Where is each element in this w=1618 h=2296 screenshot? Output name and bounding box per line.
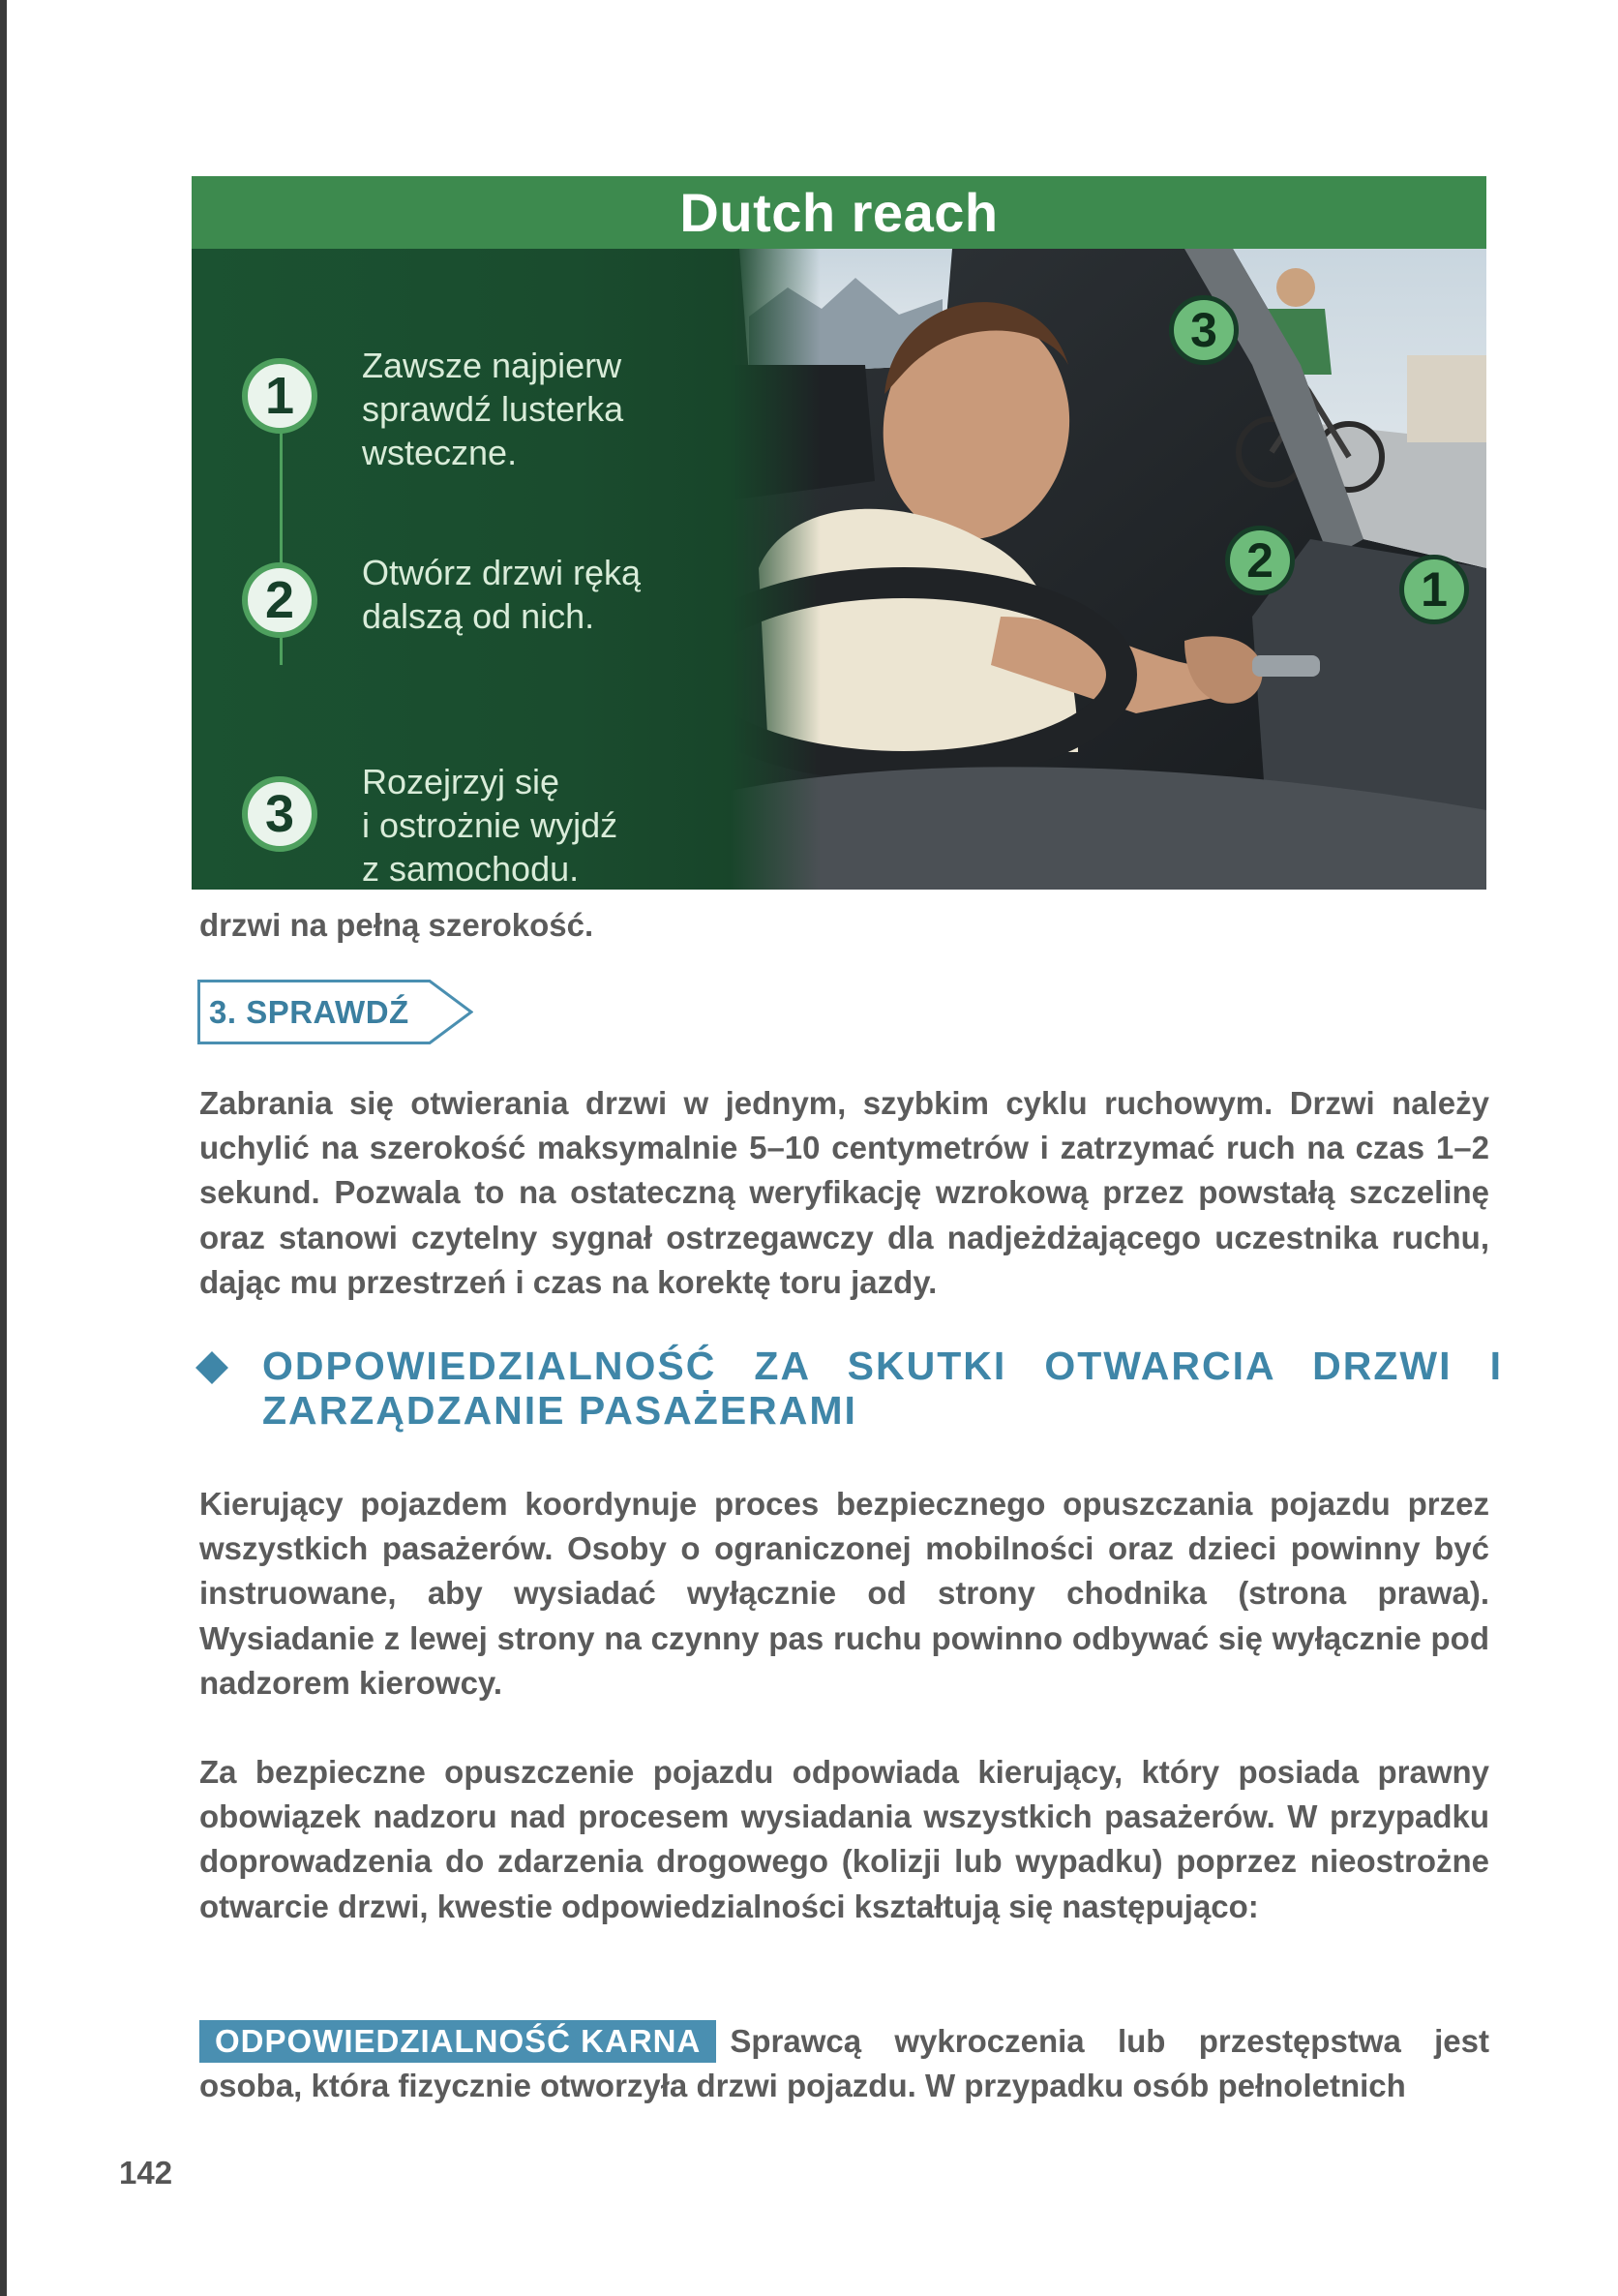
dutch-reach-figure xyxy=(192,176,1486,890)
viewer-left-edge xyxy=(0,0,7,2296)
karna-tag: ODPOWIEDZIALNOŚĆ KARNA xyxy=(199,2020,716,2063)
page-number: 142 xyxy=(119,2155,173,2190)
photo-marker-3: 3 xyxy=(1169,295,1239,365)
photo-marker-2: 2 xyxy=(1225,526,1295,595)
step-number-2: 2 xyxy=(242,562,317,638)
callout-sprawdz xyxy=(197,980,473,1044)
paragraph-3: Za bezpieczne opuszczenie pojazdu odpowiada kierujący, który posiada prawny obowiązek nadzoru nad procesem wysiadania wszystkich pasażerów. W przypadku doprowadzenia do zdarzenia drogowego (kolizji lub wypadku) poprzez nieostrożne otwarcie drzwi, kwestie odpowiedzialności kształtują się następująco: xyxy=(199,1754,1489,1924)
document-page xyxy=(7,0,1618,2296)
step-number-3: 3 xyxy=(242,776,317,852)
paragraph-4-text: Sprawcą wykroczenia lub przestępstwa jest osoba, która fizycznie otworzyła drzwi pojazdu. W przypadku osób pełnoletnich xyxy=(199,2023,1489,2104)
step-number-1: 1 xyxy=(242,358,317,434)
driver-photo xyxy=(730,249,1486,890)
driver-illustration xyxy=(730,249,1486,890)
step-text-1: Zawsze najpierw sprawdź lusterka wsteczne. xyxy=(362,346,624,472)
paragraph-1: Zabrania się otwierania drzwi w jednym, szybkim cyklu ruchowym. Drzwi należy uchylić na szerokość maksymalnie 5–10 centymetrów i zatrzymać ruch na czas 1–2 sekund. Pozwala to na ostateczną weryfikację wzrokową przez powstałą szczelinę oraz stanowi czytelny sygnał ostrzegawczy dla nadjeżdżającego uczestnika ruchu, dając mu przestrzeń i czas na korektę toru jazdy. xyxy=(199,1085,1489,1300)
steps-panel xyxy=(192,249,734,890)
step-text-2: Otwórz drzwi ręką dalszą od nich. xyxy=(362,553,642,636)
section-heading: ODPOWIEDZIALNOŚĆ ZA SKUTKI OTWARCIA DRZWI I ZARZĄDZANIE PASAŻERAMI xyxy=(262,1344,1503,1433)
callout-label: 3. SPRAWDŹ xyxy=(209,994,409,1030)
figure-title: Dutch reach xyxy=(679,182,999,243)
paragraph-2: Kierujący pojazdem koordynuje proces bezpiecznego opuszczania pojazdu przez wszystkich pasażerów. Osoby o ograniczonej mobilności oraz dzieci powinny być instruowane, aby wysiadać wyłącznie od strony chodnika (strona prawa). Wysiadanie z lewej strony na czynny pas ruchu powinno odbywać się wyłącznie pod nadzorem kierowcy. xyxy=(199,1486,1489,1701)
caption-tail: drzwi na pełną szerokość. xyxy=(199,907,594,943)
photo-marker-1: 1 xyxy=(1399,555,1469,624)
section-diamond-icon xyxy=(195,1351,228,1384)
paragraph-4 xyxy=(199,2019,1489,2108)
step-text-3: Rozejrzyj się i ostrożnie wyjdź z samochodu. xyxy=(362,762,618,889)
